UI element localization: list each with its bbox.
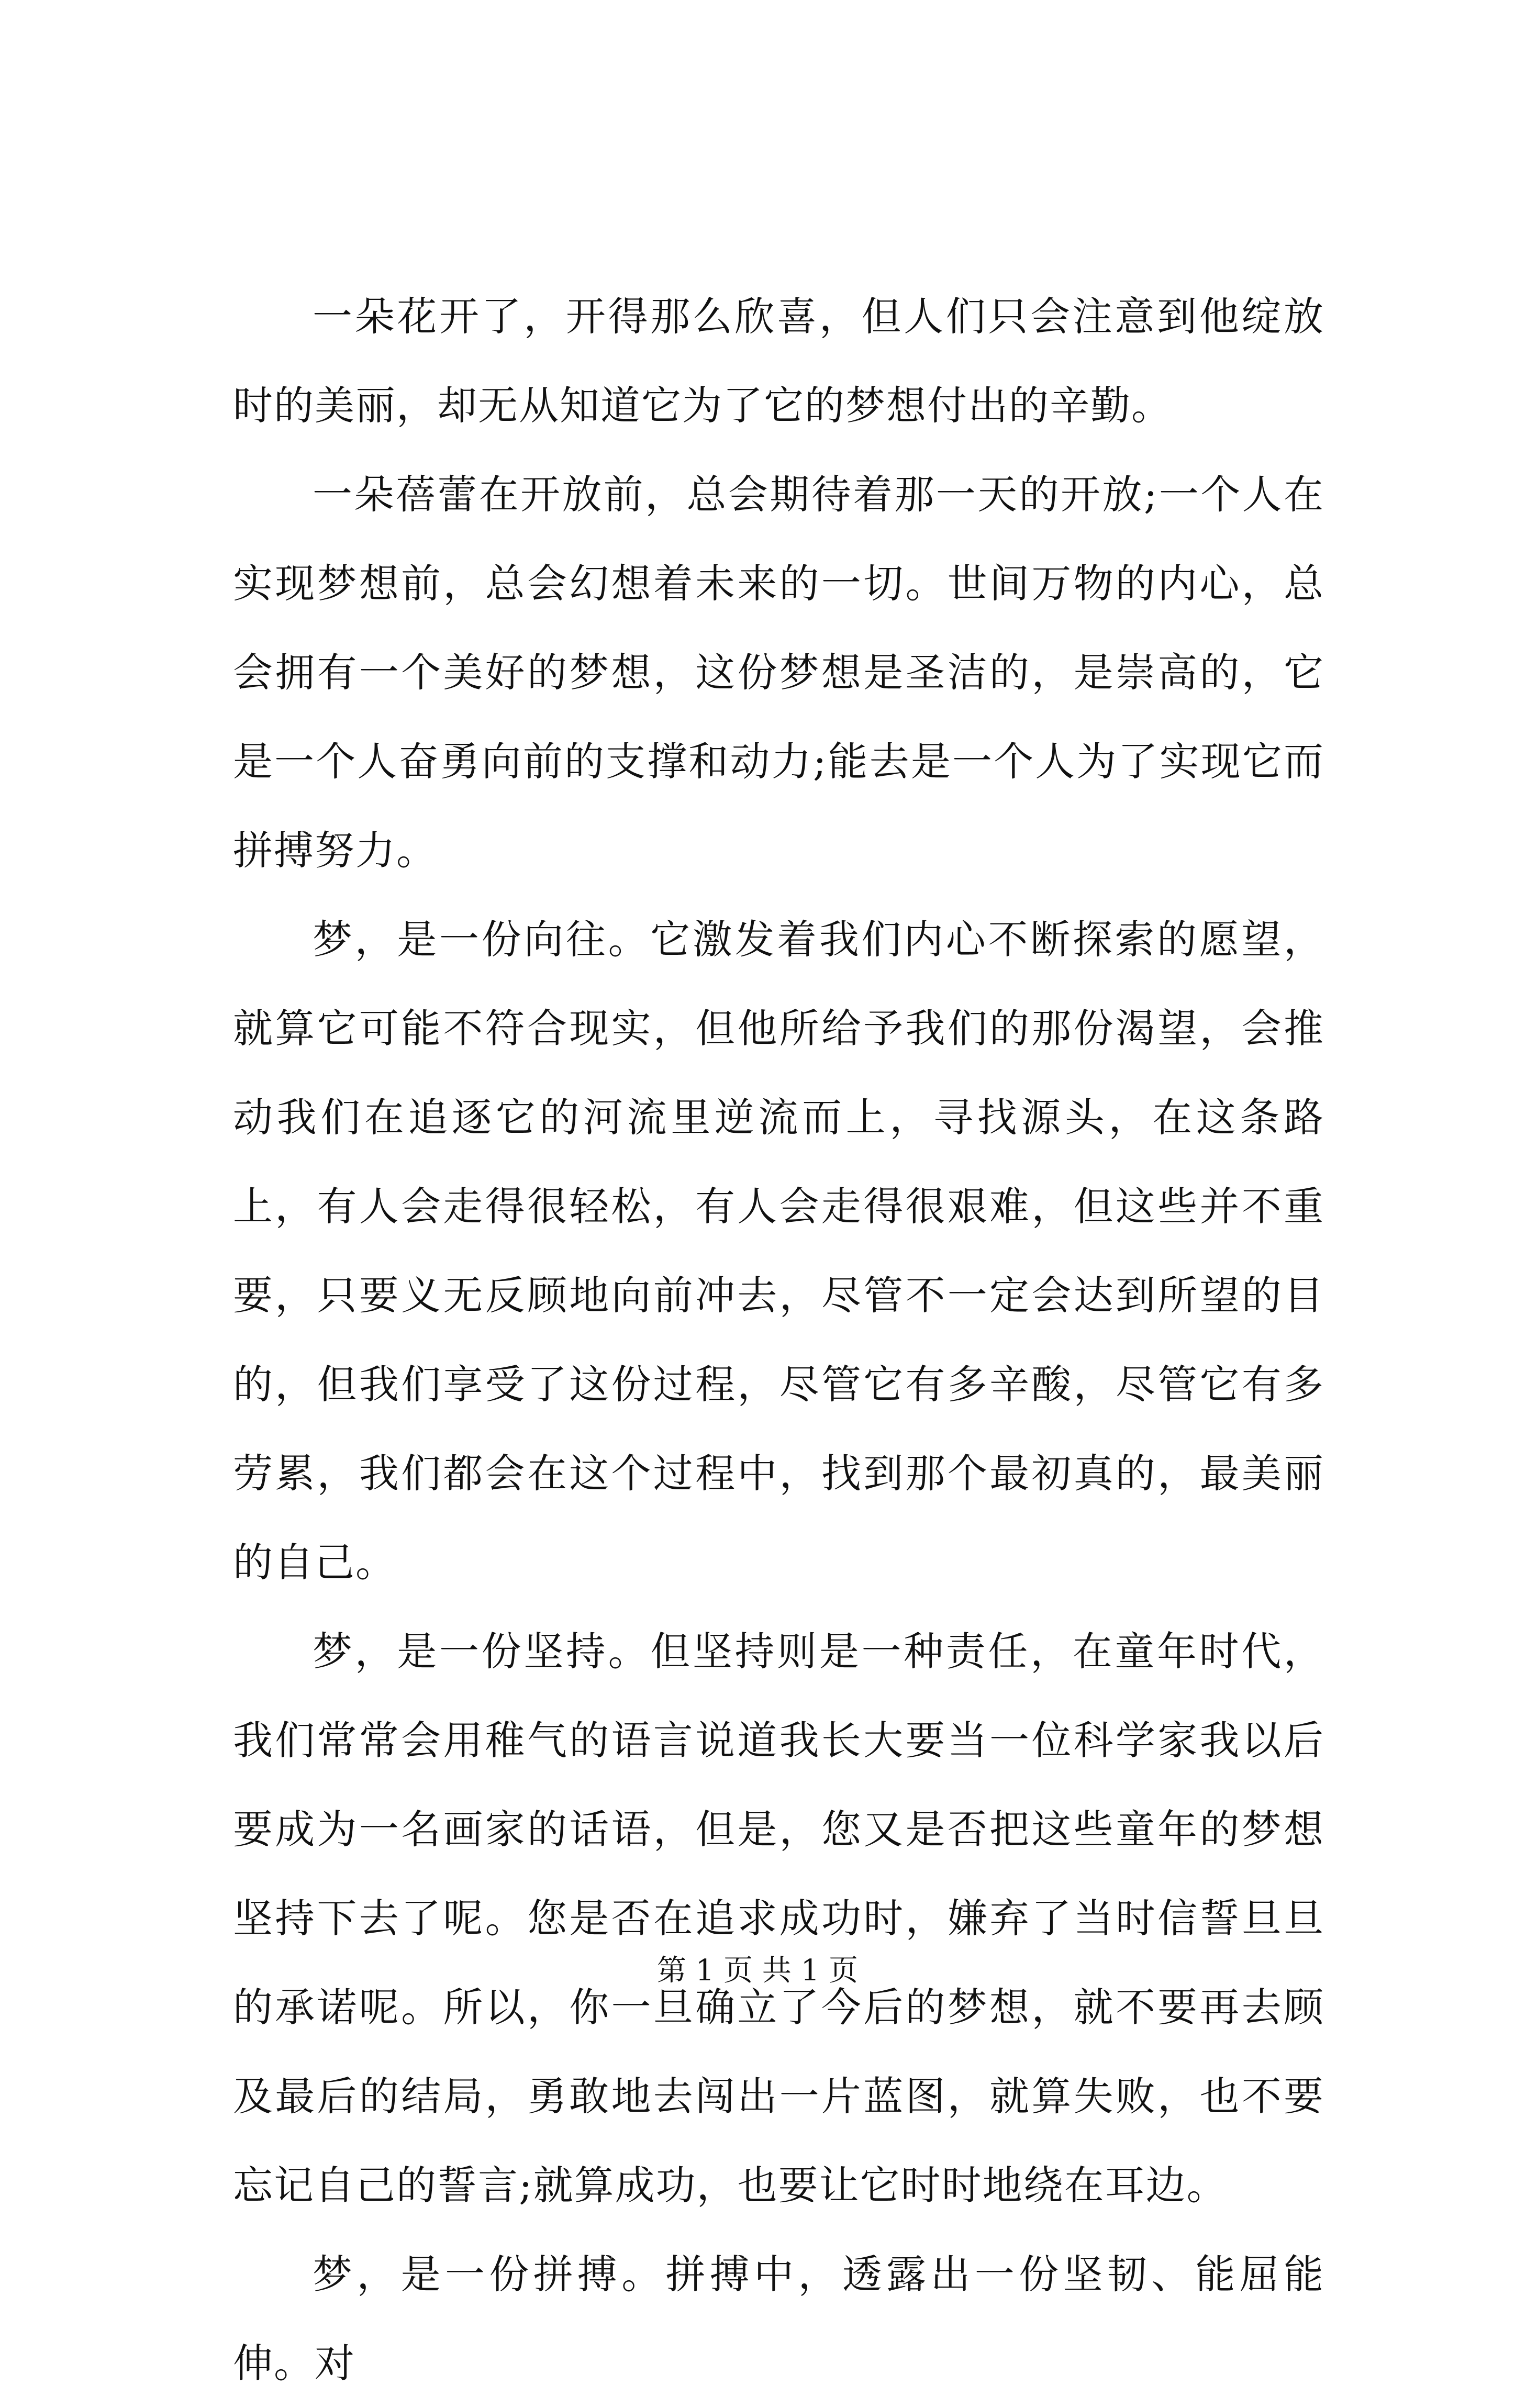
paragraph-3: 梦，是一份向往。它激发着我们内心不断探索的愿望，就算它可能不符合现实，但他所给予我们的那份渴望，会推动我们在追逐它的河流里逆流而上，寻找源头，在这条路上，有人会走得很轻松，有人会走得很艰难，但这些并不重要，只要义无反顾地向前冲去，尽管不一定会达到所望的目的，但我们享受了这份过程，尽管它有多辛酸，尽管它有多劳累，我们都会在这个过程中，找到那个最初真的，最美丽的自己。 [233, 916, 1324, 1586]
paragraph-4: 梦，是一份坚持。但坚持则是一种责任，在童年时代，我们常常会用稚气的语言说道我长大要当一位科学家我以后要成为一名画家的话语，但是，您又是否把这些童年的梦想坚持下去了呢。您是否在追求成功时，嫌弃了当时信誓旦旦的承诺呢。所以，你一旦确立了今后的梦想，就不要再去顾及最后的结局，勇敢地去闯出一片蓝图，就算失败，也不要忘记自己的誓言;就算成功，也要让它时时地绕在耳边。 [233, 1628, 1324, 2209]
paragraph-2: 一朵蓓蕾在开放前，总会期待着那一天的开放;一个人在实现梦想前，总会幻想着未来的一切。世间万物的内心，总会拥有一个美好的梦想，这份梦想是圣洁的，是崇高的，它是一个人奋勇向前的支撑和动力;能去是一个人为了实现它而拼搏努力。 [233, 471, 1324, 874]
paragraph-5: 梦，是一份拼搏。拼搏中，透露出一份坚韧、能屈能伸。对 [233, 2251, 1324, 2387]
page-footer: 第 1 页 共 1 页 [656, 1954, 859, 1988]
document-body [233, 272, 1324, 2408]
paragraph-1: 一朵花开了，开得那么欣喜，但人们只会注意到他绽放时的美丽，却无从知道它为了它的梦想付出的辛勤。 [233, 293, 1324, 429]
